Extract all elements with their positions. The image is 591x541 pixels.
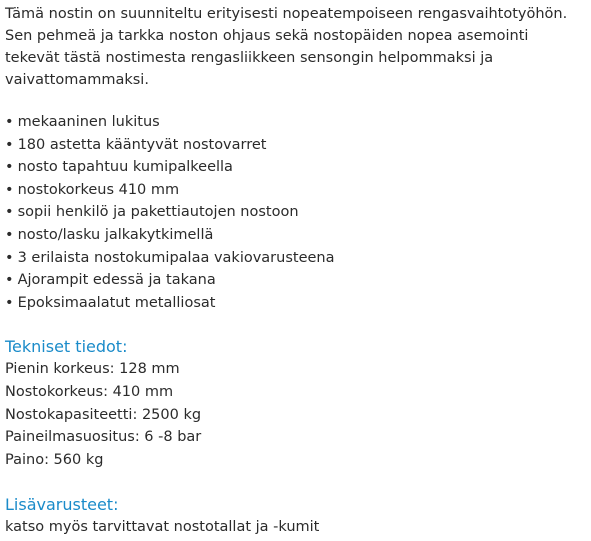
spec-row: Paino: 560 kg xyxy=(5,451,104,468)
feature-item: • nosto/lasku jalkakytkimellä xyxy=(5,224,591,247)
spec-row: Paineilmasuositus: 6 -8 bar xyxy=(5,429,202,446)
feature-item: • Epoksimaalatut metalliosat xyxy=(5,292,591,315)
accessories-heading: Lisävarusteet: xyxy=(5,495,119,515)
feature-item: • Ajorampit edessä ja takana xyxy=(5,269,591,292)
feature-item: • nosto tapahtuu kumipalkeella xyxy=(5,156,591,179)
feature-item: • nostokorkeus 410 mm xyxy=(5,179,591,202)
feature-item: • mekaaninen lukitus xyxy=(5,111,591,134)
feature-item: • 180 astetta kääntyvät nostovarret xyxy=(5,134,591,157)
feature-list xyxy=(5,111,591,314)
specs-list xyxy=(5,358,591,471)
specs-heading: Tekniset tiedot: xyxy=(5,337,128,357)
feature-item: • 3 erilaista nostokumipalaa vakiovarusteena xyxy=(5,247,591,270)
accessories-text: katso myös tarvittavat nostotallat ja -kumit xyxy=(5,519,320,536)
spec-row: Nostokorkeus: 410 mm xyxy=(5,383,174,400)
feature-item: • sopii henkilö ja pakettiautojen nostoon xyxy=(5,201,591,224)
spec-row: Nostokapasiteetti: 2500 kg xyxy=(5,406,202,423)
intro-paragraph: Tämä nostin on suunniteltu erityisesti nopeatempoiseen rengasvaihtotyöhön. Sen pehmeä ja tarkka noston ohjaus sekä nostopäiden nopea asemointi tekevät tästä nostimesta rengasliikkeen sensongin helpommaksi ja vaivattomammaksi. xyxy=(5,6,568,88)
spec-row: Pienin korkeus: 128 mm xyxy=(5,361,180,378)
